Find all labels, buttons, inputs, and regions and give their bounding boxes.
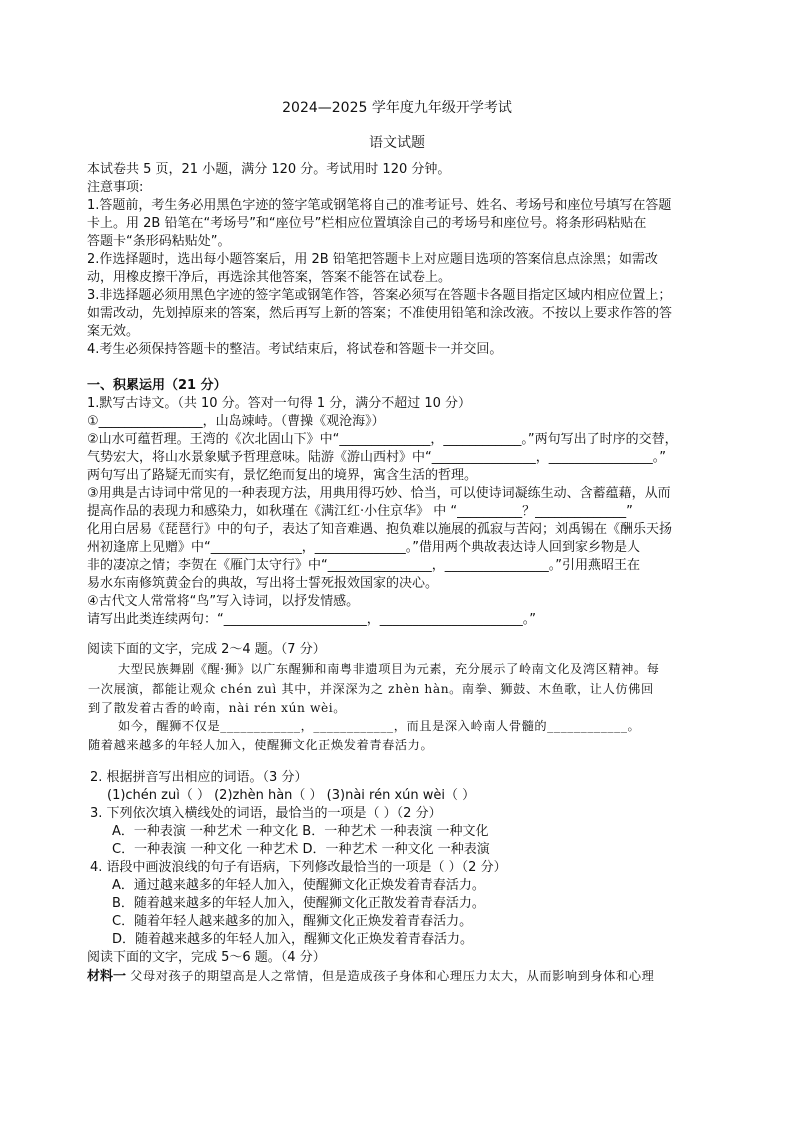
note-line: 案无效。: [87, 324, 140, 339]
note-line: 动，用橡皮擦干净后，再选涂其他答案，答案不能答在试卷上。: [87, 270, 452, 285]
reading-prompt-2: 阅读下面的文字，完成 5～6 题。（4 分）: [87, 950, 326, 965]
notes-heading: 注意事项:: [87, 180, 144, 195]
q1-line: ③用典是古诗词中常见的一种表现方法，用典用得巧妙、恰当，可以使诗词凝练生动、含蓄蕴藉，从而: [87, 486, 671, 501]
q1-line: 提高作品的表现力和感染力，如秋瑾在《满江红·小住京华》 中 “__________？______________”: [87, 504, 633, 519]
passage-line: [118, 717, 640, 735]
q1-line: 州初逢席上见赠》中“______________，______________。”借用两个典故表达诗人回到家乡物是人: [87, 540, 640, 555]
question-3: 3. 下列依次填入横线处的词语，最恰当的一项是（ ）（2 分）: [90, 806, 442, 821]
q1-line: 气势宏大，将山水景象赋予哲理意味。陆游《游山西村》中“________________，________________。”: [87, 450, 666, 465]
note-line: 答题卡“条形码粘贴处”。: [87, 234, 231, 249]
q3-options: C．一种表演 一种文化 一种艺术 D．一种艺术 一种文化 一种表演: [112, 842, 490, 857]
material-label: 材料一: [87, 969, 127, 984]
q1-line: 易水东南修筑黄金台的典故，写出将士誓死报效国家的决心。: [87, 576, 439, 591]
q1-line: 非的凄凉之情；李贺在《雁门太守行》中“________________，________________。”引用燕昭王在: [87, 558, 640, 573]
q1-line: ②山水可蕴哲理。王湾的《次北固山下》中“______________，____________。”两句写出了时序的交替，: [87, 432, 678, 447]
passage-line: 大型民族舞剧《醒·狮》以广东醒狮和南粤非遗项目为元素，充分展示了岭南文化及湾区精神。每: [118, 662, 660, 676]
question-2: 2. 根据拼音写出相应的词语。（3 分）: [90, 770, 308, 785]
q1-line: 两句写出了路疑无而实有，景忆绝而复出的境界，寓含生活的哲理。: [87, 468, 478, 483]
section-heading: 一、积累运用（21 分）: [87, 378, 227, 393]
q1-line: 1.默写古诗文。（共 10 分。答对一句得 1 分，满分不超过 10 分）: [87, 396, 472, 411]
note-line: 3.非选择题必须用黑色字迹的签字笔或钢笔作答，答案必须写在答题卡各题目指定区域内相应位置上；: [87, 288, 672, 303]
passage-text: 如今，醒狮不仅是____________，____________，而且是深入岭南人骨髓的____________。: [118, 719, 641, 733]
q2-pinyin-items: (1)chén zuì（ ） (2)zhèn hàn（ ） (3)nài rén xún wèi（ ）: [107, 788, 476, 803]
question-4: 4. 语段中画波浪线的句子有语病，下列修改最恰当的一项是（ ）（2 分）: [90, 860, 507, 875]
note-line: 1.答题前，考生务必用黑色字迹的签字笔或钢笔将自己的准考证号、姓名、考场号和座位号填写在答题: [87, 198, 672, 213]
q4-option: A．通过越来越多的年轻人加入，使醒狮文化正焕发着青春活力。: [112, 878, 485, 893]
note-line: 卡上。用 2B 铅笔在“考场号”和“座位号”栏相应位置填涂自己的考场号和座位号。将条形码粘贴在: [87, 216, 647, 231]
q1-line: ①________________，山岛竦峙。（曹操《观沧海》）: [87, 414, 385, 429]
exam-title: 2024—2025 学年度九年级开学考试: [282, 100, 512, 116]
material-line: [87, 967, 654, 986]
q1-line: 化用白居易《琵琶行》中的句子，表达了知音难遇、抱负难以施展的孤寂与苦闷；刘禹锡在《酬乐天扬: [87, 522, 673, 537]
note-line: 2.作选择题时，选出每小题答案后，用 2B 铅笔把答题卡上对应题目选项的答案信息点涂黑；如需改: [87, 252, 658, 267]
q4-option: B．随着越来越多的年轻人加入，使醒狮文化正散发着青春活力。: [112, 896, 485, 911]
q1-line: ④古代文人常常将“鸟”写入诗词，以抒发情感。: [87, 594, 360, 609]
q4-option: C．随着年轻人越来越多的加入，醒狮文化正焕发着青春活力。: [112, 914, 473, 929]
q3-options: A．一种表演 一种艺术 一种文化 B．一种艺术 一种表演 一种文化: [112, 824, 489, 839]
exam-subtitle: 语文试题: [369, 135, 425, 151]
q1-line: 请写出此类连续两句：“______________________，______________________。”: [87, 612, 536, 627]
passage-line: 一次展演，都能让观众 chén zuì 其中，并深深为之 zhèn hàn。南拳、狮鼓、木鱼歌，让人仿佛回: [88, 682, 654, 696]
material-text: 父母对孩子的期望高是人之常情，但是造成孩子身体和心理压力太大，从而影响到身体和心理: [130, 969, 655, 983]
passage-line: 到了散发着古香的岭南，nài rén xún wèi。: [88, 701, 347, 715]
note-line: 如需改动，先划掉原来的答案，然后再写上新的答案；不准使用铅笔和涂改液。不按以上要求作答的答: [87, 306, 673, 321]
q4-option: D．随着越来越多的年轻人加入，醒狮文化正焕发着青春活力。: [112, 932, 474, 947]
note-line: 4.考生必须保持答题卡的整洁。考试结束后，将试卷和答题卡一并交回。: [87, 342, 503, 357]
reading-prompt: 阅读下面的文字，完成 2～4 题。（7 分）: [87, 642, 326, 657]
passage-line: 随着越来越多的年轻人加入，使醒狮文化正焕发着青春活力。: [88, 738, 434, 752]
exam-info: 本试卷共 5 页，21 小题，满分 120 分。考试用时 120 分钟。: [87, 162, 451, 177]
